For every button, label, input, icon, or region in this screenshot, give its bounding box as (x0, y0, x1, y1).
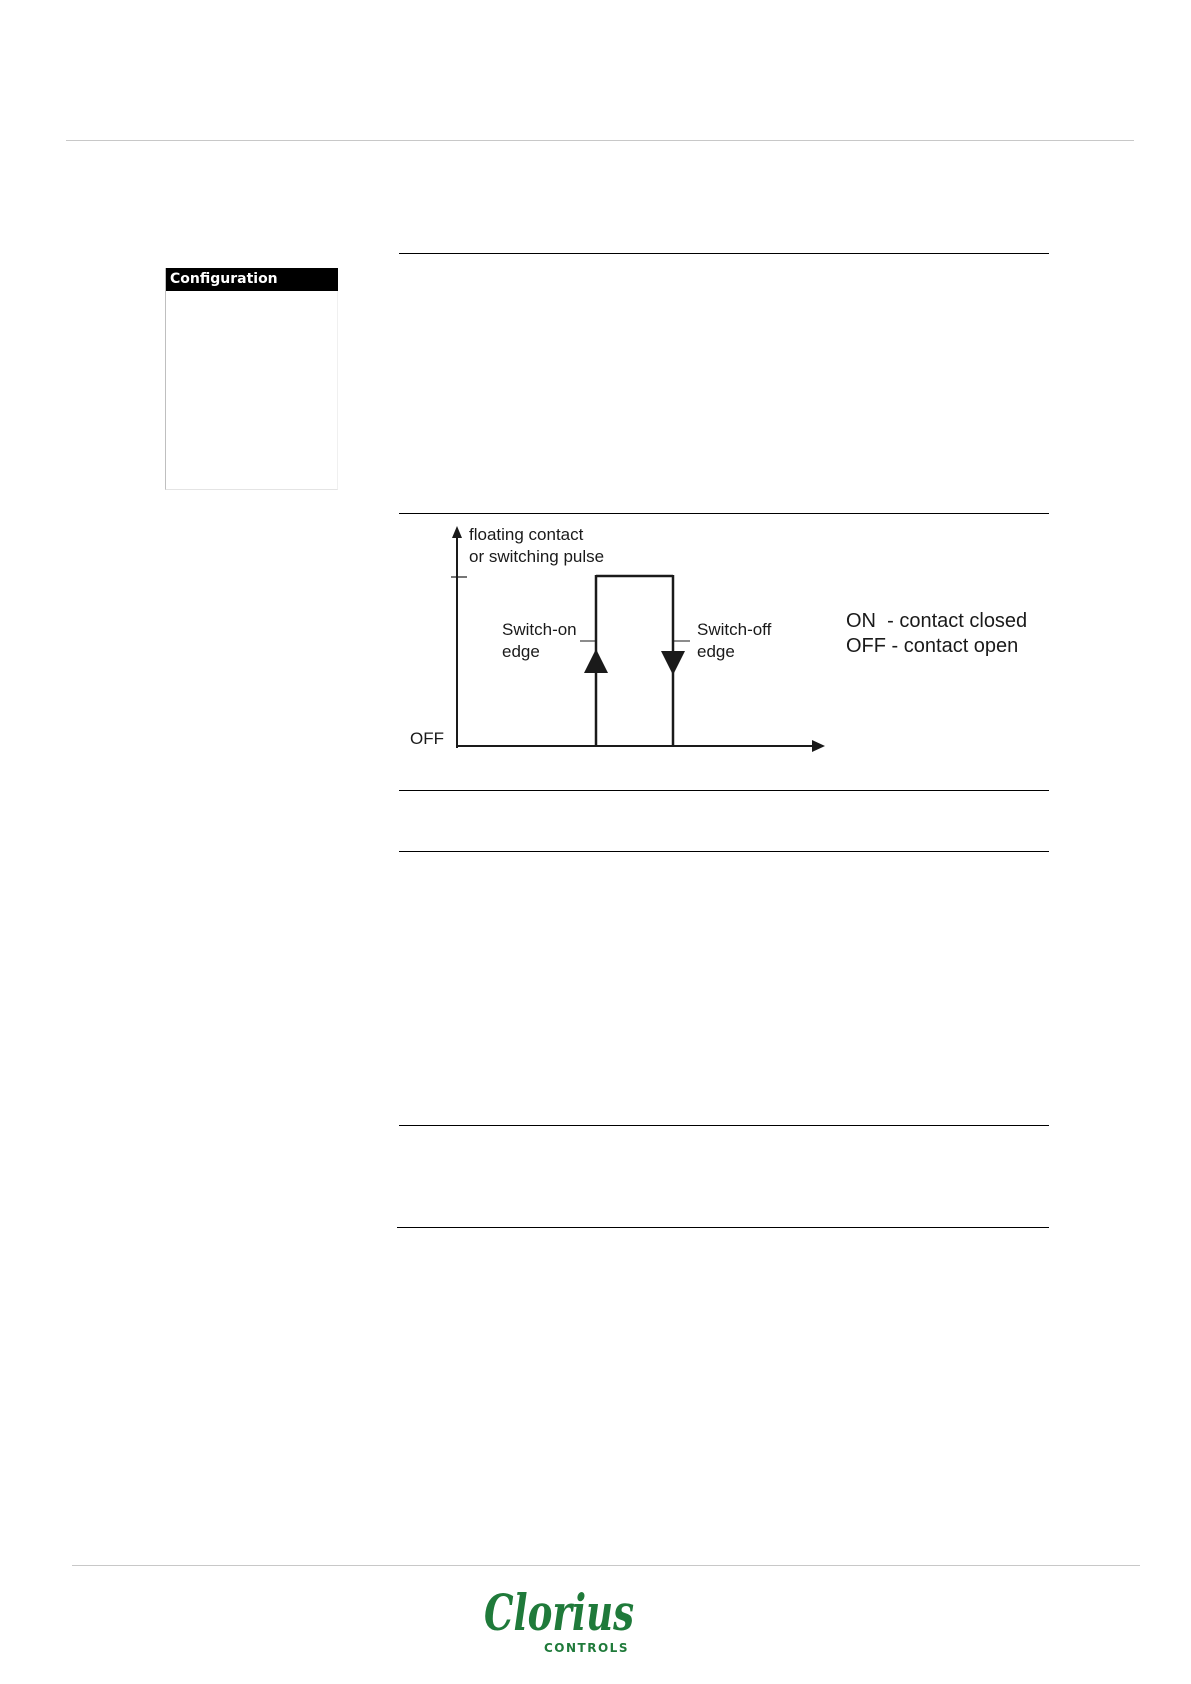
y-axis-label-line1: floating contact (469, 525, 584, 544)
switch-off-arrow-icon (661, 651, 685, 675)
legend-off: OFF - contact open (846, 635, 1019, 657)
switch-on-arrow-icon (584, 649, 608, 673)
sidebar-title: Configuration (166, 268, 338, 291)
clorius-controls-logo (480, 1574, 640, 1658)
switch-off-label-line1: Switch-off (697, 620, 772, 639)
logo-subtitle: CONTROLS (544, 1641, 629, 1655)
off-level-label: OFF (410, 729, 444, 748)
y-axis-label-line2: or switching pulse (469, 547, 605, 566)
logo-wordmark: Clorius (484, 1583, 634, 1642)
switch-on-label-line2: edge (502, 642, 540, 661)
footer-rule (72, 1565, 1140, 1566)
switch-off-label-line2: edge (697, 642, 735, 661)
switch-on-label-line1: Switch-on (502, 620, 577, 639)
y-axis-arrow-icon (452, 526, 462, 538)
legend-on: ON - contact closed (846, 610, 1028, 632)
x-axis-arrow-icon (812, 740, 825, 752)
